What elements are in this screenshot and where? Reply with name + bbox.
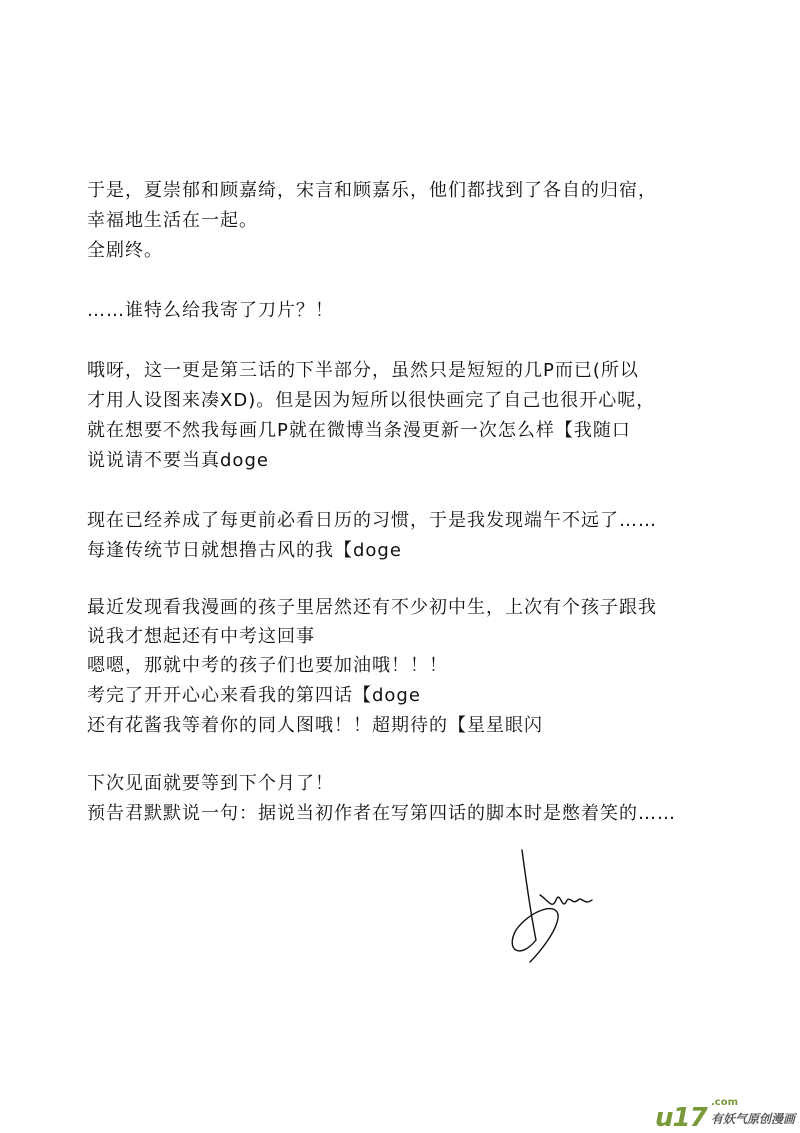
text-line: 于是，夏崇郁和顾嘉绮，宋言和顾嘉乐，他们都找到了各自的归宿，	[87, 180, 657, 201]
text-line: 下次见面就要等到下个月了！	[87, 773, 334, 794]
u17-watermark-logo	[655, 1095, 800, 1131]
text-line: 幸福地生活在一起。	[87, 210, 258, 231]
text-line: 全剧终。	[87, 240, 163, 261]
text-line: 说我才想起还有中考这回事	[87, 626, 315, 647]
signature	[500, 840, 610, 970]
text-line: 说说请不要当真doge	[87, 450, 269, 471]
text-line: 哦呀，这一更是第三话的下半部分，虽然只是短短的几P而已(所以	[87, 360, 639, 381]
text-line: 还有花酱我等着你的同人图哦！！超期待的【星星眼闪	[87, 715, 543, 736]
text-line: 就在想要不然我每画几P就在微博当条漫更新一次怎么样【我随口	[87, 420, 631, 441]
watermark-brand: u17	[655, 1103, 707, 1133]
text-line: 每逢传统节日就想撸古风的我【doge	[87, 540, 402, 561]
text-line: 预告君默默说一句：据说当初作者在写第四话的脚本时是憋着笑的……	[87, 803, 676, 824]
text-line: 最近发现看我漫画的孩子里居然还有不少初中生，上次有个孩子跟我	[87, 597, 657, 618]
text-line: ……谁特么给我寄了刀片？！	[87, 300, 334, 321]
text-line: 嗯嗯，那就中考的孩子们也要加油哦！！！	[87, 655, 448, 676]
watermark-tagline: 有妖气原创漫画	[711, 1112, 796, 1126]
text-line: 才用人设图来凑XD)。但是因为短所以很快画完了自己也很开心呢，	[87, 390, 656, 411]
text-line: 现在已经养成了每更前必看日历的习惯，于是我发现端午不远了……	[87, 510, 657, 531]
watermark-domain: .com	[711, 1097, 739, 1108]
text-line: 考完了开开心心来看我的第四话【doge	[87, 685, 421, 706]
